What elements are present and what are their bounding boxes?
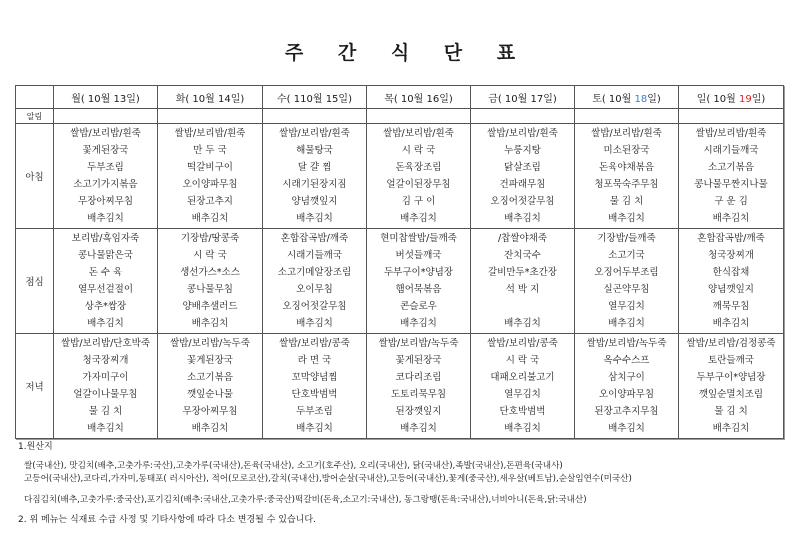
menu-item: 쌀밥/보리밥/단호박죽	[61, 338, 150, 349]
origin-line-3: 다짐김치(배추,고춧가루:중국산),포기김치(배추:국내산,고춧가루:중국산)떡갈비(돈육,소고기:국내산), 동그랑땡(돈육:국내산),너비아니(돈육,닭:국내산)	[24, 495, 587, 505]
menu-item: 배추김치	[608, 318, 645, 329]
menu-item: 소고기볶음	[708, 162, 754, 173]
menu-item: 꽃게된장국	[395, 355, 442, 366]
menu-item: 무장아찌무침	[77, 196, 134, 207]
day-header-wed: 수( 110월 15일)	[263, 86, 367, 109]
menu-cell	[575, 334, 679, 439]
menu-item: 청포묵숙주무침	[594, 179, 659, 190]
menu-cell	[367, 334, 471, 439]
menu-item: 된장고추지	[187, 196, 233, 207]
meal-label-dinner: 저녁	[16, 334, 54, 439]
menu-item: 돈 수 육	[88, 267, 123, 278]
menu-cell	[263, 124, 367, 229]
alert-row	[16, 109, 784, 124]
title-char: 표	[496, 42, 516, 64]
title-char: 단	[443, 42, 463, 64]
meal-row-lunch	[16, 229, 784, 334]
menu-item: 단호박범벅	[499, 406, 546, 417]
menu-item: 배추김치	[296, 318, 333, 329]
day-header-fri: 금( 10월 17일)	[471, 86, 575, 109]
menu-item: 배추김치	[400, 318, 437, 329]
menu-item: 기장밥/들깨죽	[597, 233, 656, 244]
menu-item: 토란들깨국	[708, 355, 754, 366]
menu-item: 현미찹쌀밥/들깨죽	[380, 233, 457, 244]
menu-item: 쌀밥/보리밥/흰죽	[70, 128, 141, 139]
menu-item: 가자미구이	[82, 372, 129, 383]
menu-item: 두부구이*양념장	[696, 372, 766, 383]
menu-item: 꽃게된장국	[187, 355, 233, 366]
header-row	[16, 86, 784, 109]
menu-item: 누룽지탕	[504, 145, 541, 156]
menu-cell	[367, 229, 471, 334]
menu-item: 배추김치	[712, 318, 750, 329]
menu-item: 쌀밥/보리밥/콩죽	[487, 338, 558, 349]
menu-item: 얼갈이나물무침	[73, 389, 138, 400]
menu-item: 라 면 국	[297, 355, 332, 366]
menu-item: 생선가스*소스	[180, 267, 240, 278]
menu-item: 소고기가지볶음	[73, 179, 138, 190]
day-header-thu: 목( 10월 16일)	[367, 86, 471, 109]
menu-cell	[575, 124, 679, 229]
menu-item: 대패오리불고기	[490, 372, 555, 383]
menu-item: 시 락 국	[401, 145, 436, 156]
menu-item	[471, 298, 574, 315]
menu-item: 배추김치	[296, 423, 333, 434]
menu-item: 배추김치	[504, 213, 541, 224]
menu-item: 혼합잡곡밥/깨죽	[697, 233, 765, 244]
menu-cell	[263, 334, 367, 439]
menu-item: 배추김치	[87, 318, 124, 329]
menu-item: 쌀밥/보리밥/흰죽	[695, 128, 767, 139]
menu-item: 옥수수스프	[603, 355, 650, 366]
menu-item: 보리밥/흑임자죽	[71, 233, 140, 244]
menu-item: 배추김치	[296, 213, 333, 224]
menu-item: 소고기메알장조림	[277, 267, 352, 278]
menu-cell	[54, 124, 158, 229]
menu-item: 쌀밥/보리밥/흰죽	[487, 128, 558, 139]
menu-item: 두부조림	[296, 406, 333, 417]
menu-item: 깻잎순멸치조림	[698, 389, 764, 400]
day-header-mon: 월( 10월 13일)	[54, 86, 158, 109]
menu-item: 쌀밥/보리밥/흰죽	[591, 128, 662, 139]
menu-item: 돈육장조림	[395, 162, 442, 173]
menu-cell	[679, 229, 784, 334]
corner-cell	[16, 86, 54, 109]
menu-item: 오징어젓갈무침	[490, 196, 555, 207]
menu-item: 콩나물무짠지나물	[694, 179, 768, 190]
day-header-sun: 일( 10월 19일)	[679, 86, 784, 109]
menu-item: 양념깻잎지	[291, 196, 338, 207]
menu-cell	[471, 229, 575, 334]
day-header-sat: 토( 10월 18일)	[575, 86, 679, 109]
weekly-menu-table	[15, 85, 784, 439]
menu-item: 햄어묵볶음	[395, 284, 442, 295]
menu-item: 시 락 국	[505, 355, 540, 366]
menu-item: 소고기국	[608, 250, 645, 261]
menu-item: 콘슬로우	[400, 301, 437, 312]
menu-item: 깻잎순나물	[187, 389, 233, 400]
menu-item: 갈비만두*초간장	[488, 267, 557, 278]
menu-item: 오이무침	[296, 284, 333, 295]
menu-item: 잔치국수	[504, 250, 541, 261]
menu-item: 시래기된장지짐	[282, 179, 347, 190]
menu-item: 떡갈비구이	[187, 162, 233, 173]
menu-item: 코다리조림	[395, 372, 442, 383]
menu-item: 콩나물무침	[187, 284, 233, 295]
menu-item: 양배추샐러드	[182, 301, 238, 312]
menu-item: 단호박범벅	[291, 389, 338, 400]
meal-row-breakfast	[16, 124, 784, 229]
menu-item: 양념깻잎지	[708, 284, 754, 295]
menu-item: 꼬막양념찜	[291, 372, 338, 383]
menu-item: 시래기들깨국	[286, 250, 343, 261]
menu-item: 석 박 지	[505, 284, 540, 295]
menu-item: 상추*쌈장	[84, 301, 127, 312]
menu-item: 혼합잡곡밥/깨죽	[280, 233, 349, 244]
menu-item: 배추김치	[608, 423, 645, 434]
menu-cell	[54, 229, 158, 334]
menu-item: 만 두 국	[193, 145, 227, 156]
menu-item: 깨묵무침	[712, 301, 750, 312]
menu-item: 쌀밥/보리밥/콩죽	[279, 338, 350, 349]
menu-item: 배추김치	[608, 213, 645, 224]
title-char: 식	[390, 42, 410, 64]
menu-item: 한식잡채	[712, 267, 750, 278]
menu-item: 배추김치	[191, 318, 229, 329]
menu-item: 물 김 치	[714, 406, 748, 417]
menu-item: 두부조림	[87, 162, 124, 173]
menu-item: 배추김치	[87, 213, 124, 224]
menu-item: 쌀밥/보리밥/검정콩죽	[686, 338, 776, 349]
menu-item: 열무선겉절이	[77, 284, 134, 295]
menu-cell	[158, 334, 263, 439]
menu-item: 청국장찌개	[82, 355, 129, 366]
menu-item: 소고기볶음	[187, 372, 233, 383]
menu-item: /찹쌀야채죽	[497, 233, 548, 244]
menu-item: 건파래무침	[499, 179, 546, 190]
menu-item: 배추김치	[712, 213, 750, 224]
menu-item: 오징어젓갈무침	[282, 301, 347, 312]
menu-item: 돈육야채볶음	[598, 162, 655, 173]
meal-row-dinner	[16, 334, 784, 439]
menu-item: 콩나물맑은국	[77, 250, 134, 261]
menu-item: 배추김치	[87, 423, 124, 434]
menu-item: 배추김치	[712, 423, 750, 434]
menu-item: 물 김 치	[609, 196, 644, 207]
page-title	[0, 38, 800, 65]
menu-item: 쌀밥/보리밥/흰죽	[174, 128, 246, 139]
menu-item: 닭살조림	[504, 162, 541, 173]
menu-cell	[679, 334, 784, 439]
menu-item: 구 운 김	[714, 196, 748, 207]
origin-line-1: 쌀(국내산), 맛김치(배추,고춧가루:국산),고춧가루(국내산),돈육(국내산), 소고기(호주산), 오리(국내산), 닭(국내산),족발(국내산),돈편육(국내사)	[24, 461, 563, 471]
meal-label-lunch: 점심	[16, 229, 54, 334]
menu-item: 쌀밥/보리밥/녹두죽	[586, 338, 667, 349]
menu-item: 시래기들깨국	[703, 145, 759, 156]
menu-item: 쌀밥/보리밥/흰죽	[383, 128, 454, 139]
menu-item: 김 구 이	[401, 196, 436, 207]
title-char: 간	[337, 42, 357, 64]
menu-item: 얼갈이된장무침	[386, 179, 451, 190]
origin-heading: 1.원산지	[18, 442, 53, 452]
menu-item: 삼치구이	[608, 372, 645, 383]
menu-item: 열무김치	[608, 301, 645, 312]
menu-cell	[471, 124, 575, 229]
menu-cell	[54, 334, 158, 439]
menu-item: 버섯들깨국	[395, 250, 442, 261]
menu-item: 쌀밥/보리밥/녹두죽	[170, 338, 250, 349]
menu-item: 꽃게된장국	[82, 145, 129, 156]
menu-item: 열무김치	[504, 389, 541, 400]
menu-cell	[679, 124, 784, 229]
menu-item: 오징어두부조림	[594, 267, 659, 278]
menu-item: 배추김치	[504, 318, 541, 329]
menu-cell	[471, 334, 575, 439]
menu-item: 기장밥/땅콩죽	[180, 233, 240, 244]
menu-item: 된장깻잎지	[395, 406, 442, 417]
menu-item: 달 걀 찜	[297, 162, 332, 173]
menu-item: 시 락 국	[193, 250, 227, 261]
meal-label-breakfast: 아침	[16, 124, 54, 229]
origin-line-2: 고등어(국내산),코다리,가자미,동태포( 러시아산), 적어(모로코산),갈치(국내산),방어순살(국내산),고등어(국내산),꽃게(중국산),새우살(베트남),순살임연수(미국산)	[24, 474, 632, 484]
menu-item: 배추김치	[191, 213, 229, 224]
menu-item: 배추김치	[400, 423, 437, 434]
menu-item: 실곤약무침	[603, 284, 650, 295]
menu-item: 해물탕국	[296, 145, 333, 156]
menu-cell	[158, 124, 263, 229]
menu-item: 무장아찌무침	[182, 406, 238, 417]
menu-cell	[367, 124, 471, 229]
alert-label: 알림	[16, 109, 54, 124]
menu-cell	[263, 229, 367, 334]
menu-item: 된장고추지무침	[594, 406, 659, 417]
menu-item: 청국장찌개	[708, 250, 754, 261]
menu-item: 배추김치	[191, 423, 229, 434]
change-notice: 2. 위 메뉴는 식재료 수급 사정 및 기타사항에 따라 다소 변경될 수 있습니다.	[18, 515, 316, 525]
menu-cell	[575, 229, 679, 334]
menu-item: 미소된장국	[603, 145, 650, 156]
menu-item: 두부구이*양념장	[384, 267, 453, 278]
menu-item: 쌀밥/보리밥/녹두죽	[378, 338, 459, 349]
menu-cell	[158, 229, 263, 334]
menu-item: 쌀밥/보리밥/흰죽	[279, 128, 350, 139]
menu-item: 물 김 치	[88, 406, 123, 417]
menu-item: 오이양파무침	[182, 179, 238, 190]
menu-item: 오이양파무침	[598, 389, 655, 400]
menu-item: 도토리묵무침	[390, 389, 447, 400]
menu-item: 배추김치	[504, 423, 541, 434]
menu-item: 배추김치	[400, 213, 437, 224]
title-char: 주	[284, 42, 304, 64]
day-header-tue: 화( 10월 14일)	[158, 86, 263, 109]
